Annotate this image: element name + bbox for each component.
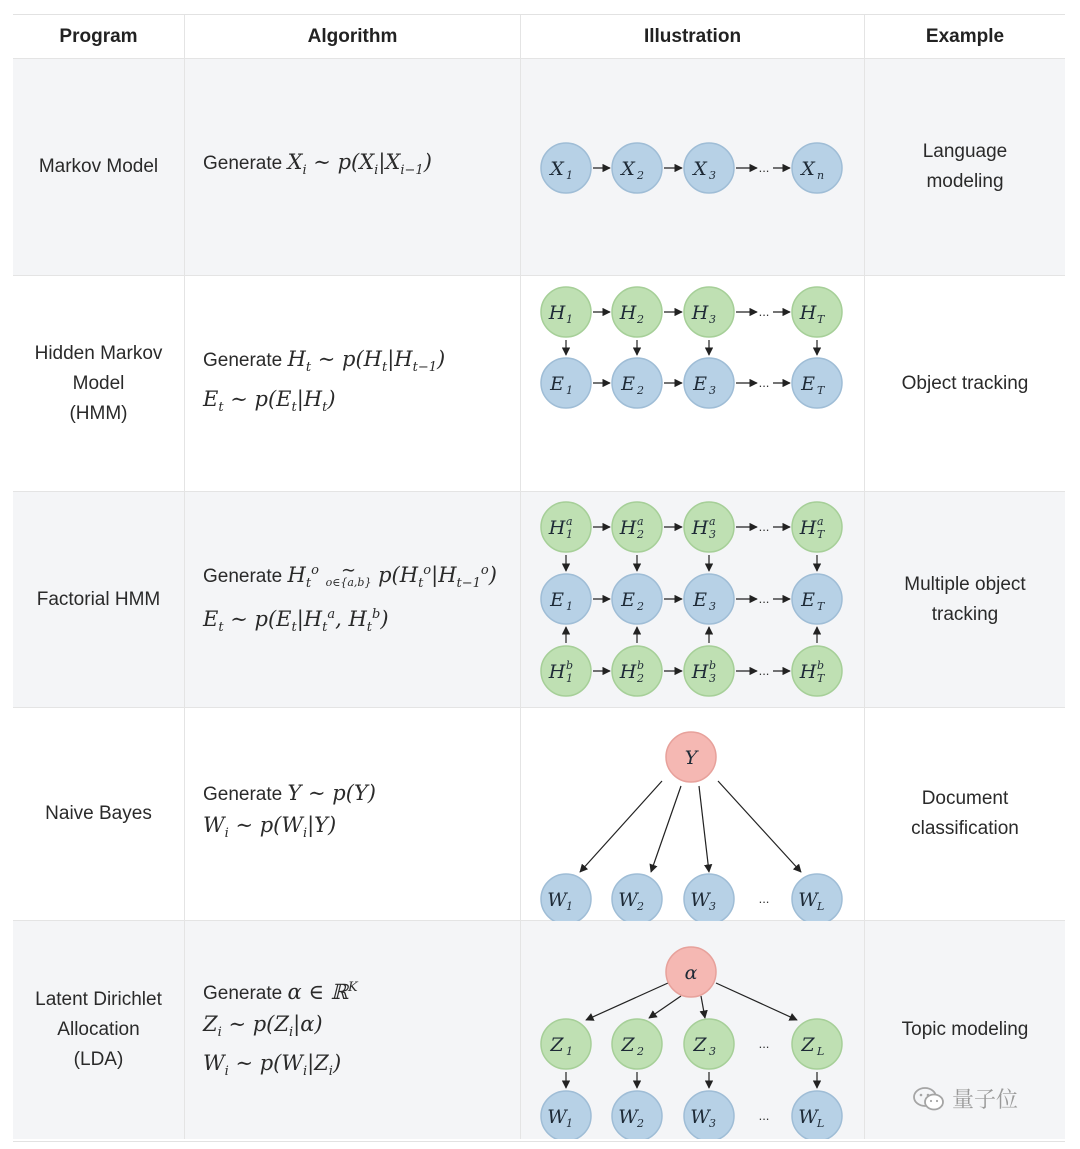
program-label: Hidden Markov — [34, 342, 163, 364]
graph-node — [684, 1091, 734, 1139]
program-cell — [13, 921, 185, 1139]
example-cell — [865, 708, 1065, 920]
graph-node — [612, 1091, 662, 1139]
program-cell — [13, 276, 185, 491]
node-subscript: 1 — [566, 599, 573, 613]
program-label: Factorial HMM — [36, 588, 161, 610]
program-label: Allocation — [57, 1019, 140, 1040]
illustration-cell — [521, 59, 865, 275]
node-subscript: L — [817, 1117, 825, 1130]
graph-node — [541, 874, 591, 921]
node-label: Z — [693, 1034, 707, 1056]
graph-node — [541, 502, 591, 552]
node-label: Z — [621, 1034, 635, 1056]
node-subscript: L — [817, 1045, 825, 1058]
node-circle — [792, 358, 842, 408]
illustration-cell — [521, 276, 865, 491]
header-program: Program — [13, 15, 185, 58]
row-markov-model — [13, 59, 1065, 276]
node-circle — [684, 358, 734, 408]
graph-node — [792, 143, 842, 193]
node-label: H — [799, 660, 817, 683]
models-table — [13, 14, 1065, 1142]
graph-node — [541, 1019, 591, 1069]
node-label: H — [548, 660, 566, 683]
graph-node — [684, 574, 734, 624]
lda-diagram — [521, 921, 864, 1139]
row-factorial-hmm — [13, 492, 1065, 708]
graph-node — [684, 287, 734, 337]
example-cell — [865, 492, 1065, 707]
graph-node — [792, 1091, 842, 1139]
node-superscript: b — [709, 658, 717, 672]
node-circle — [684, 1019, 734, 1069]
algorithm-cell — [185, 276, 521, 491]
graph-node — [684, 502, 734, 552]
node-label: X — [621, 157, 635, 180]
node-label: W — [618, 1106, 638, 1128]
node-label: Z — [550, 1034, 564, 1056]
graph-node — [612, 358, 662, 408]
ellipsis-label: ... — [758, 590, 770, 606]
node-subscript: 2 — [637, 599, 644, 613]
algorithm-cell — [185, 59, 521, 275]
graph-node — [612, 574, 662, 624]
graph-node — [684, 874, 734, 921]
node-circle — [792, 574, 842, 624]
illustration-cell — [521, 708, 865, 920]
node-subscript: 2 — [637, 527, 644, 541]
program-label: (LDA) — [73, 1049, 124, 1070]
node-label: H — [691, 301, 709, 324]
graph-node — [541, 287, 591, 337]
header-row — [13, 15, 1065, 59]
algorithm-line: $W_i$ ∼ $p(W_i|Z_i)$ — [203, 1051, 342, 1080]
node-subscript: 3 — [709, 383, 716, 397]
algorithm-cell — [185, 492, 521, 707]
algorithm-cell — [185, 708, 521, 920]
node-label: W — [547, 1106, 567, 1128]
example-label: Multiple object — [904, 573, 1026, 595]
example-cell — [865, 59, 1065, 275]
example-label: tracking — [931, 603, 999, 625]
graph-node — [792, 874, 842, 921]
graph-node — [612, 287, 662, 337]
ellipsis-label: ... — [758, 662, 770, 678]
naive-bayes-diagram — [521, 708, 864, 921]
ellipsis-label: ... — [758, 1108, 770, 1123]
node-circle — [612, 1019, 662, 1069]
program-label: Latent Dirichlet — [35, 989, 162, 1010]
ellipsis-label: ... — [758, 890, 770, 906]
ellipsis-label: ... — [758, 159, 770, 175]
algorithm-line: Generate $H_t$ ∼ $p(H_t|H_{t-1})$ — [203, 347, 446, 376]
edge-arrow — [701, 996, 705, 1018]
node-circle — [792, 143, 842, 193]
node-circle — [541, 143, 591, 193]
node-subscript: 1 — [566, 168, 573, 182]
node-subscript: 1 — [566, 527, 573, 541]
node-subscript: T — [817, 312, 825, 326]
node-subscript: 1 — [566, 312, 573, 326]
graph-node — [612, 874, 662, 921]
node-label: H — [691, 660, 709, 683]
program-cell — [13, 59, 185, 275]
graph-node — [541, 358, 591, 408]
node-superscript: a — [817, 514, 824, 528]
node-label: E — [801, 588, 815, 611]
node-label: E — [693, 588, 707, 611]
node-circle — [612, 358, 662, 408]
example-label: Topic modeling — [901, 1019, 1029, 1040]
graph-node — [792, 358, 842, 408]
node-circle — [684, 574, 734, 624]
ellipsis-label: ... — [758, 303, 770, 319]
node-label: W — [690, 888, 710, 911]
node-label: H — [691, 516, 709, 539]
node-subscript: T — [817, 599, 825, 613]
node-subscript: 3 — [709, 671, 716, 685]
node-label: H — [799, 301, 817, 324]
node-label: E — [621, 372, 635, 395]
algorithm-line: $E_t$ ∼ $p(E_t|H_t^a$, $H_t^b$) — [203, 606, 389, 635]
algorithm-line: $Z_i$ ∼ $p(Z_i|\alpha)$ — [203, 1011, 323, 1040]
node-circle — [612, 574, 662, 624]
node-label: H — [548, 301, 566, 324]
node-circle — [792, 1019, 842, 1069]
watermark — [912, 1083, 1018, 1114]
algorithm-line: Generate α ∈ ℝ$^K$ — [203, 979, 358, 1004]
program-label: Naive Bayes — [45, 803, 152, 824]
hmm-diagram — [521, 276, 864, 492]
markov-chain-diagram — [521, 59, 864, 276]
row-naive-bayes — [13, 708, 1065, 921]
header-illustration: Illustration — [521, 15, 865, 58]
factorial-hmm-diagram — [521, 492, 864, 708]
ellipsis-label: ... — [758, 518, 770, 534]
edge-arrow — [699, 786, 709, 872]
graph-node — [612, 502, 662, 552]
node-label: H — [619, 660, 637, 683]
node-circle — [684, 143, 734, 193]
node-label: H — [799, 516, 817, 539]
node-circle — [541, 358, 591, 408]
algorithm-line: Generate $X_i$ ∼ $p(X_i|X_{i-1})$ — [203, 150, 432, 179]
algorithm-cell — [185, 921, 521, 1139]
node-subscript: n — [817, 168, 825, 182]
node-subscript: T — [817, 527, 825, 541]
graph-node — [792, 287, 842, 337]
node-subscript: 1 — [566, 899, 573, 913]
node-subscript: 1 — [566, 671, 573, 685]
node-subscript: 2 — [637, 1117, 644, 1130]
node-label: H — [619, 301, 637, 324]
header-algorithm: Algorithm — [185, 15, 521, 58]
node-subscript: 3 — [709, 312, 716, 326]
example-label: Document — [921, 788, 1009, 809]
node-label: E — [801, 372, 815, 395]
node-subscript: 3 — [709, 1045, 716, 1058]
graph-node — [792, 502, 842, 552]
node-label: Y — [684, 746, 698, 769]
program-label: Markov Model — [38, 156, 159, 177]
node-label: X — [801, 157, 815, 180]
node-circle — [612, 143, 662, 193]
header-example: Example — [925, 25, 1005, 47]
node-subscript: 3 — [709, 899, 716, 913]
node-subscript: 3 — [709, 1117, 716, 1130]
algorithm-line: $W_i$ ∼ $p(W_i|Y)$ — [203, 813, 337, 842]
node-label: W — [798, 888, 818, 911]
wechat-icon — [912, 1086, 946, 1112]
example-label: classification — [911, 818, 1019, 839]
graph-node — [792, 574, 842, 624]
node-superscript: b — [566, 658, 574, 672]
graph-node — [541, 646, 591, 696]
node-subscript: T — [817, 383, 825, 397]
program-label: Model — [72, 372, 125, 394]
node-label: α — [684, 962, 698, 984]
graph-node — [684, 646, 734, 696]
node-label: Z — [801, 1034, 815, 1056]
row-lda — [13, 921, 1065, 1139]
node-superscript: a — [566, 514, 573, 528]
example-label: modeling — [926, 171, 1004, 192]
graph-node — [612, 143, 662, 193]
node-subscript: 3 — [709, 168, 716, 182]
graph-node — [666, 732, 716, 782]
edge-arrow — [586, 983, 668, 1020]
node-label: W — [798, 1106, 818, 1128]
edge-arrow — [649, 996, 681, 1018]
graph-node — [541, 1091, 591, 1139]
algorithm-line: Generate Y ∼ p(Y) — [203, 781, 377, 806]
edge-arrow — [580, 781, 662, 872]
node-circle — [541, 1019, 591, 1069]
node-label: H — [548, 516, 566, 539]
node-label: E — [693, 372, 707, 395]
node-label: W — [547, 888, 567, 911]
graph-node — [541, 574, 591, 624]
edge-arrow — [716, 983, 797, 1020]
node-subscript: 1 — [566, 1117, 573, 1130]
node-subscript: 2 — [637, 168, 644, 182]
example-label: Language — [922, 141, 1008, 162]
node-subscript: 2 — [637, 671, 644, 685]
node-circle — [541, 574, 591, 624]
node-subscript: 2 — [637, 1045, 644, 1058]
graph-node — [792, 1019, 842, 1069]
illustration-cell — [521, 492, 865, 707]
node-subscript: 1 — [566, 383, 573, 397]
node-subscript: L — [817, 899, 825, 913]
program-cell — [13, 492, 185, 707]
illustration-cell — [521, 921, 865, 1139]
graph-node — [612, 646, 662, 696]
node-label: X — [550, 157, 564, 180]
node-subscript: 3 — [709, 599, 716, 613]
node-label: W — [618, 888, 638, 911]
example-cell — [865, 276, 1065, 491]
graph-node — [612, 1019, 662, 1069]
node-label: X — [693, 157, 707, 180]
ellipsis-label: ... — [758, 1036, 770, 1051]
algorithm-line: $E_t$ ∼ $p(E_t|H_t)$ — [203, 386, 336, 415]
node-superscript: b — [637, 658, 645, 672]
graph-node — [684, 1019, 734, 1069]
node-label: E — [621, 588, 635, 611]
program-label: (HMM) — [69, 402, 128, 424]
algorithm-line: Generate $H_t^o$ ∼ o∈{a,b} $p(H_t^o|H_{t-1}^o)$ — [203, 559, 497, 592]
example-label: Object tracking — [901, 372, 1029, 394]
node-subscript: 2 — [637, 899, 644, 913]
node-subscript: 3 — [709, 527, 716, 541]
node-label: E — [550, 588, 564, 611]
node-subscript: 2 — [637, 312, 644, 326]
edge-arrow — [651, 786, 681, 872]
graph-node — [684, 358, 734, 408]
graph-node — [792, 646, 842, 696]
node-label: H — [619, 516, 637, 539]
graph-node — [684, 143, 734, 193]
edge-arrow — [718, 781, 801, 872]
node-superscript: a — [709, 514, 716, 528]
node-subscript: 1 — [566, 1045, 573, 1058]
row-hmm — [13, 276, 1065, 492]
ellipsis-label: ... — [758, 374, 770, 390]
graph-node — [666, 947, 716, 997]
node-subscript: T — [817, 671, 825, 685]
graph-node — [541, 143, 591, 193]
node-superscript: b — [817, 658, 825, 672]
node-superscript: a — [637, 514, 644, 528]
node-label: E — [550, 372, 564, 395]
node-label: W — [690, 1106, 710, 1128]
program-cell — [13, 708, 185, 920]
node-subscript: 2 — [637, 383, 644, 397]
watermark-text: 量子位 — [952, 1087, 1019, 1112]
